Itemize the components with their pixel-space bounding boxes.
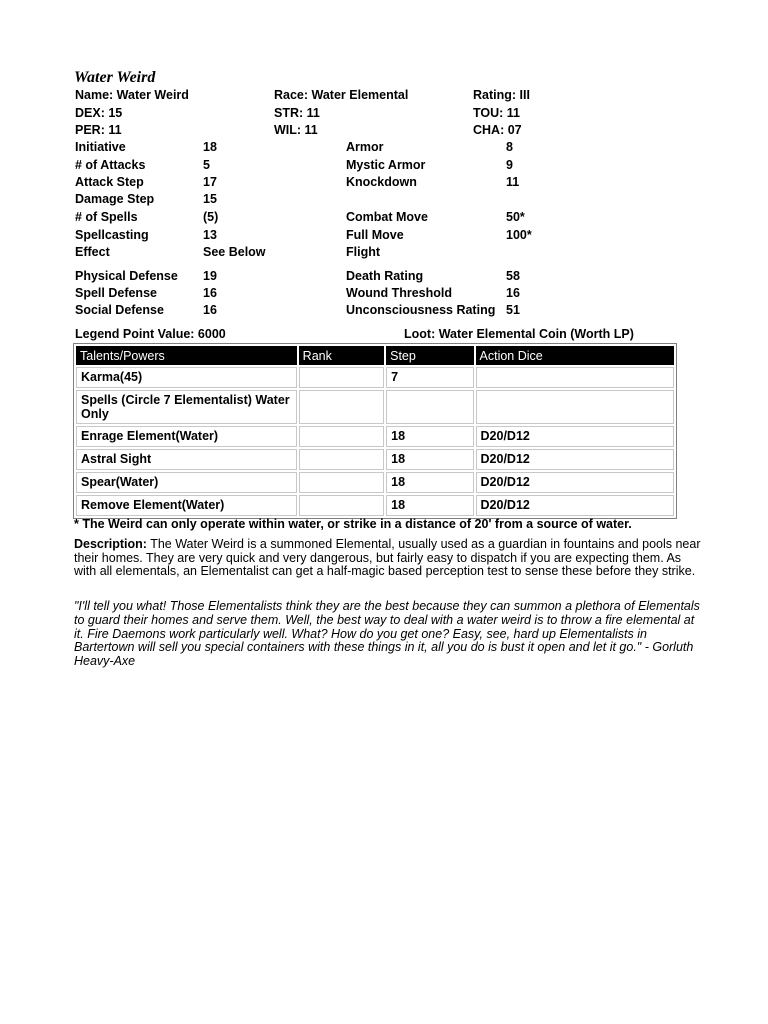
table-cell: D20/D12 bbox=[476, 449, 674, 470]
wil-field: WIL: 11 bbox=[274, 123, 318, 137]
table-cell: 18 bbox=[386, 449, 473, 470]
stat-label: Combat Move bbox=[346, 210, 428, 224]
legend-point-value: Legend Point Value: 6000 bbox=[75, 327, 226, 341]
table-cell bbox=[299, 495, 384, 516]
description-text: The Water Weird is a summoned Elemental, usually used as a guardian in fountains and pools near their homes. They are very quick and very dangerous, but fairly easy to dispatch if you are expecting them. As with all elementals, an Elementalist can get a half-magic based perception test to sense these before they strike. bbox=[74, 537, 701, 579]
rating-label: Death Rating bbox=[346, 269, 424, 283]
column-header: Step bbox=[386, 346, 473, 365]
stat-value: See Below bbox=[203, 245, 266, 259]
table-header-row bbox=[76, 346, 674, 365]
table-cell: 7 bbox=[386, 367, 473, 388]
table-cell: Spear(Water) bbox=[76, 472, 297, 493]
table-cell: Astral Sight bbox=[76, 449, 297, 470]
table-row bbox=[76, 495, 674, 516]
dex-field: DEX: 15 bbox=[75, 106, 123, 120]
rating-value: 16 bbox=[506, 286, 520, 300]
stat-value: 18 bbox=[203, 140, 217, 154]
rating-label: Wound Threshold bbox=[346, 286, 453, 300]
stat-label: Damage Step bbox=[75, 192, 155, 206]
table-row bbox=[76, 390, 674, 424]
cha-field: CHA: 07 bbox=[473, 123, 522, 137]
table-cell: Enrage Element(Water) bbox=[76, 426, 297, 447]
flavor-quote: "I'll tell you what! Those Elementalists think they are the best because they can summon a plethora of Elementals to guard their homes and serve them. Well, the best way to deal with a water weird is to throw a fire elemental at it. Fire Daemons work particularly well. What? How do you get one? Easy, see, hard up Elementalists in Bartertown will sell you special containers with these things in it, all you do is bust it open and let it go." - Gorluth Heavy-Axe bbox=[74, 599, 700, 669]
table-cell bbox=[476, 390, 674, 424]
table-cell bbox=[299, 367, 384, 388]
stat-value: 100* bbox=[506, 228, 532, 242]
creature-title: Water Weird bbox=[74, 69, 156, 86]
stat-label: Effect bbox=[75, 245, 110, 259]
table-cell: Karma(45) bbox=[76, 367, 297, 388]
table-row bbox=[76, 426, 674, 447]
stat-value: 5 bbox=[203, 158, 210, 172]
stat-label: # of Attacks bbox=[75, 158, 146, 172]
loot-field: Loot: Water Elemental Coin (Worth LP) bbox=[404, 327, 634, 341]
stat-value: 13 bbox=[203, 228, 217, 242]
str-field: STR: 11 bbox=[274, 106, 320, 120]
stat-value: 9 bbox=[506, 158, 513, 172]
table-row bbox=[76, 449, 674, 470]
stat-value: 17 bbox=[203, 175, 217, 189]
stat-value: 50* bbox=[506, 210, 525, 224]
table-cell bbox=[476, 367, 674, 388]
movement-note: * The Weird can only operate within water, or strike in a distance of 20' from a source of water. bbox=[74, 517, 632, 531]
table-cell bbox=[299, 390, 384, 424]
table-row bbox=[76, 367, 674, 388]
stat-value: 11 bbox=[506, 175, 520, 189]
table-cell: 18 bbox=[386, 495, 473, 516]
column-header: Rank bbox=[299, 346, 384, 365]
stat-label: Full Move bbox=[346, 228, 404, 242]
stat-label: Attack Step bbox=[75, 175, 144, 189]
stat-label: Knockdown bbox=[346, 175, 417, 189]
table-cell bbox=[299, 449, 384, 470]
table-cell: 18 bbox=[386, 426, 473, 447]
stat-label: Mystic Armor bbox=[346, 158, 426, 172]
rating-label: Unconsciousness Rating bbox=[346, 303, 496, 317]
description-label: Description: bbox=[74, 537, 147, 551]
rating-field: Rating: III bbox=[473, 88, 530, 102]
defense-value: 19 bbox=[203, 269, 217, 283]
table-row bbox=[76, 472, 674, 493]
stat-value: 8 bbox=[506, 140, 513, 154]
table-cell: D20/D12 bbox=[476, 472, 674, 493]
stat-value: 15 bbox=[203, 192, 217, 206]
table-cell bbox=[299, 426, 384, 447]
defense-label: Physical Defense bbox=[75, 269, 178, 283]
stat-label: Spellcasting bbox=[75, 228, 149, 242]
name-field: Name: Water Weird bbox=[75, 88, 189, 102]
rating-value: 51 bbox=[506, 303, 520, 317]
table-cell: Remove Element(Water) bbox=[76, 495, 297, 516]
talents-table bbox=[73, 343, 677, 519]
defense-label: Spell Defense bbox=[75, 286, 157, 300]
tou-field: TOU: 11 bbox=[473, 106, 521, 120]
table-cell bbox=[299, 472, 384, 493]
table-cell: 18 bbox=[386, 472, 473, 493]
stat-label: Initiative bbox=[75, 140, 126, 154]
description-paragraph bbox=[74, 538, 704, 579]
stat-label: Flight bbox=[346, 245, 381, 259]
table-cell bbox=[386, 390, 473, 424]
column-header: Action Dice bbox=[476, 346, 674, 365]
column-header: Talents/Powers bbox=[76, 346, 297, 365]
table-cell: D20/D12 bbox=[476, 426, 674, 447]
rating-value: 58 bbox=[506, 269, 520, 283]
stat-label: # of Spells bbox=[75, 210, 138, 224]
stat-label: Armor bbox=[346, 140, 384, 154]
table-cell: Spells (Circle 7 Elementalist) Water Only bbox=[76, 390, 297, 424]
per-field: PER: 11 bbox=[75, 123, 122, 137]
table-cell: D20/D12 bbox=[476, 495, 674, 516]
stat-value: (5) bbox=[203, 210, 219, 224]
defense-value: 16 bbox=[203, 303, 217, 317]
race-field: Race: Water Elemental bbox=[274, 88, 409, 102]
defense-label: Social Defense bbox=[75, 303, 164, 317]
defense-value: 16 bbox=[203, 286, 217, 300]
